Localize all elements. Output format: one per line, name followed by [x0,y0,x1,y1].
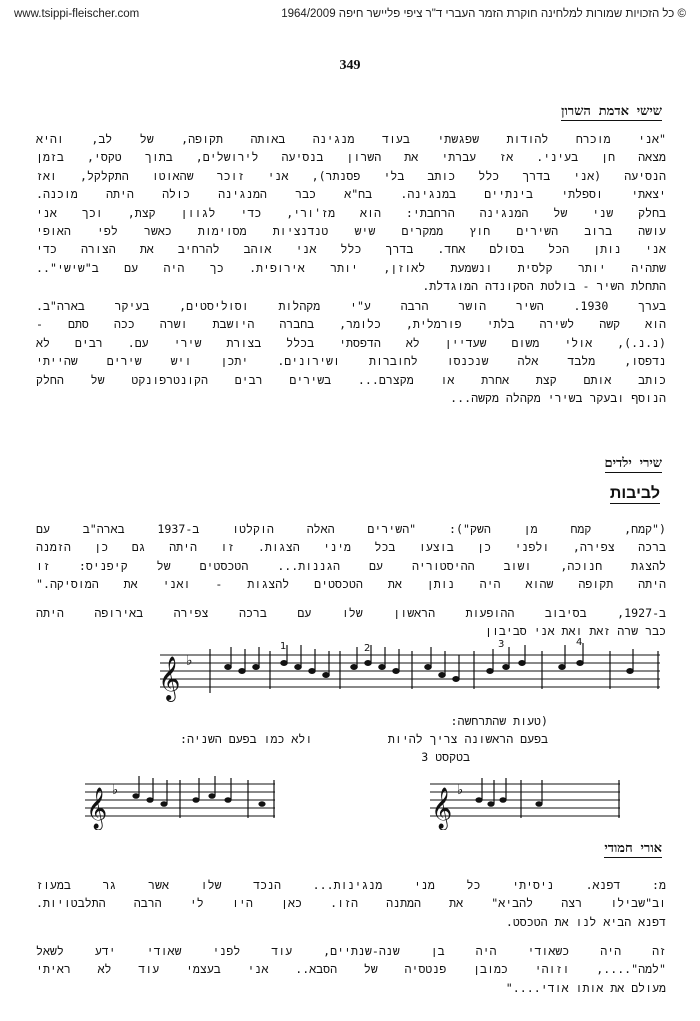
text-line: הנוסף ובעקר בשירי מקהלה מקשה... [450,391,666,406]
errata-stanza: בטקסט 3 [421,750,470,764]
section1-paragraph-2 [36,297,666,407]
text-line: יצאתי וספלתי בינתיים במנגינה. בח"א כבר המנגינה כולה היתה מוכנה. [36,187,666,202]
music-staff-first-time [425,770,625,830]
section-heading-uri-hamudi: אורי חמודי [604,841,662,856]
errata-title: (טעות שהתרחשה: [450,714,548,728]
section3-paragraph-2 [36,942,666,997]
text-line: "למה"...., וזוהי כמובן פנטסיה של הסבא.. אני בעצמי עוד לא ראיתי [36,962,666,977]
flat-sign-icon: ♭ [186,653,193,669]
text-line: נדפסו, מלבד אלה שנכנסו לחוברות ושירונים. יתכן ויש שירים שהייתי [36,354,666,369]
copyright-notice: © כל הזכויות שמורות למלחינה חוקרת הזמר העברי ד"ר ציפי פליישר חיפה 1964/2009 [281,8,686,20]
song-title-levivot: לביבות [609,485,660,502]
text-line: מ: דפנא. ניסיתי כל מני מנגינות... הנכד שלו אשר גר במעוז [36,878,666,892]
text-line: אני נותן הכל בסולם אחד. בדרך כלל אני אוהב להרחיב את הצורה כדי [36,242,666,257]
fingering-3: 3 [498,639,505,650]
section1-paragraph-1 [36,130,666,296]
music-staff-main [150,637,670,707]
errata-second-time: ולא כמו בפעם השניה: [180,732,313,746]
website-url: www.tsippi-fleischer.com [14,8,140,20]
text-line: כבר שרה זאת ואת אני סביבון [484,624,666,639]
text-line: "אני מוכרח להודות שפגשתי בעוד מנגינה באותה תקופה, של לב, והיא [36,132,666,146]
text-line: מעולם את אותו אודי...." [505,980,666,995]
treble-clef-icon: 𝄞 [86,788,108,829]
fingering-4: 4 [576,637,583,648]
fingering-1: 1 [280,641,287,652]
section-heading-children-songs: שירי ילדים [604,456,662,471]
text-line: כותב אותם קצת אחרת או מקצרם... בשירים רבים הקונטרפונקט של החלק [36,372,666,387]
text-line: הנסיעה (אני בדרך כלל כותב בלי פסנתר), אני זוכר שהאוטו התקלקל, ואז [36,168,666,183]
page-header [14,8,686,24]
text-line: בערך 1930. השיר הושר הרבה ע"י מקהלות וסוליסטים, בעיקר בארה"ב. [36,299,666,313]
fingering-2: 2 [364,643,371,654]
text-line: התחלת השיר - בולטת הסקונדה המוגדלת. [422,279,666,294]
section3-paragraph-1 [36,876,666,931]
text-line: ב-1927, בסיבוב ההופעות הראשון שלו עם ברכה צפירה באירופה היתה [36,606,666,620]
text-line: ברכה צפירה, ולפני כן בוצעו בכל מיני הצגות. זו היתה גם כן הזמנה [36,540,666,555]
text-line: היתה תקופה שהוא היה נותן את הטכסטים להצגות - ואני את המוסיקה." [36,577,666,592]
page-number: 349 [339,58,361,73]
text-line: ("קמח, קמח מן השק"): "השירים האלה הוקלטו ב-1937 בארה"ב עם [36,522,666,536]
section2-paragraph-2 [36,604,666,641]
music-staff-second-time [80,770,280,830]
treble-clef-icon: 𝄞 [158,656,181,700]
text-line: להצגת חנוכה, ושוב ההיסטוריה עם הגננות... הטכסטים של קיפניס: זו [36,558,666,573]
errata-first-time: בפעם הראשונה צריך להיות [387,732,548,746]
flat-sign-icon: ♭ [457,783,464,798]
treble-clef-icon: 𝄞 [431,788,453,829]
section-heading-shishi: שישי אדמת השרון [561,104,662,119]
section2-paragraph-1 [36,520,666,594]
text-line: וב"שבילו רצה להביא" את המתנה הזו. כאן היו לי הרבה התלבטויות. [36,896,666,911]
text-line: הוא קשה לשירה בלתי פורמלית, כלומר, בחברה היושבת ושרה ככה סתם - [36,317,666,332]
text-line: בחלק שני של המנגינה הרחבתי: הוא מז'ורי, כדי לגוון קצת, וכך אני [36,205,666,220]
flat-sign-icon: ♭ [112,783,119,798]
text-line: דפנא הביא לנו את הטכסט. [505,914,666,929]
text-line: זה היה כשאודי היה בן שנה-שנתיים, עוד לפני שאודי ידע לשאל [36,944,666,958]
text-line: מצאה חן בעיני. אז עברתי את השרון בנסיעה לירושלים, בתוך טקסי, בזמן [36,150,666,165]
text-line: שתהיה יותר קלסית ונשמעת לאוזן, יותר אירופית. כך היה עם ב"שישי".. [36,260,666,275]
text-line: (נ.נ.), אולי משום שעדיין לא הדפסתי בכלל בצורת שירי עם. רבים לא [36,335,666,350]
text-line: עושה ברוב השירים חוץ ממקרים שיש טנדנציות מסוימות כאשר לפי האופי [36,224,666,239]
